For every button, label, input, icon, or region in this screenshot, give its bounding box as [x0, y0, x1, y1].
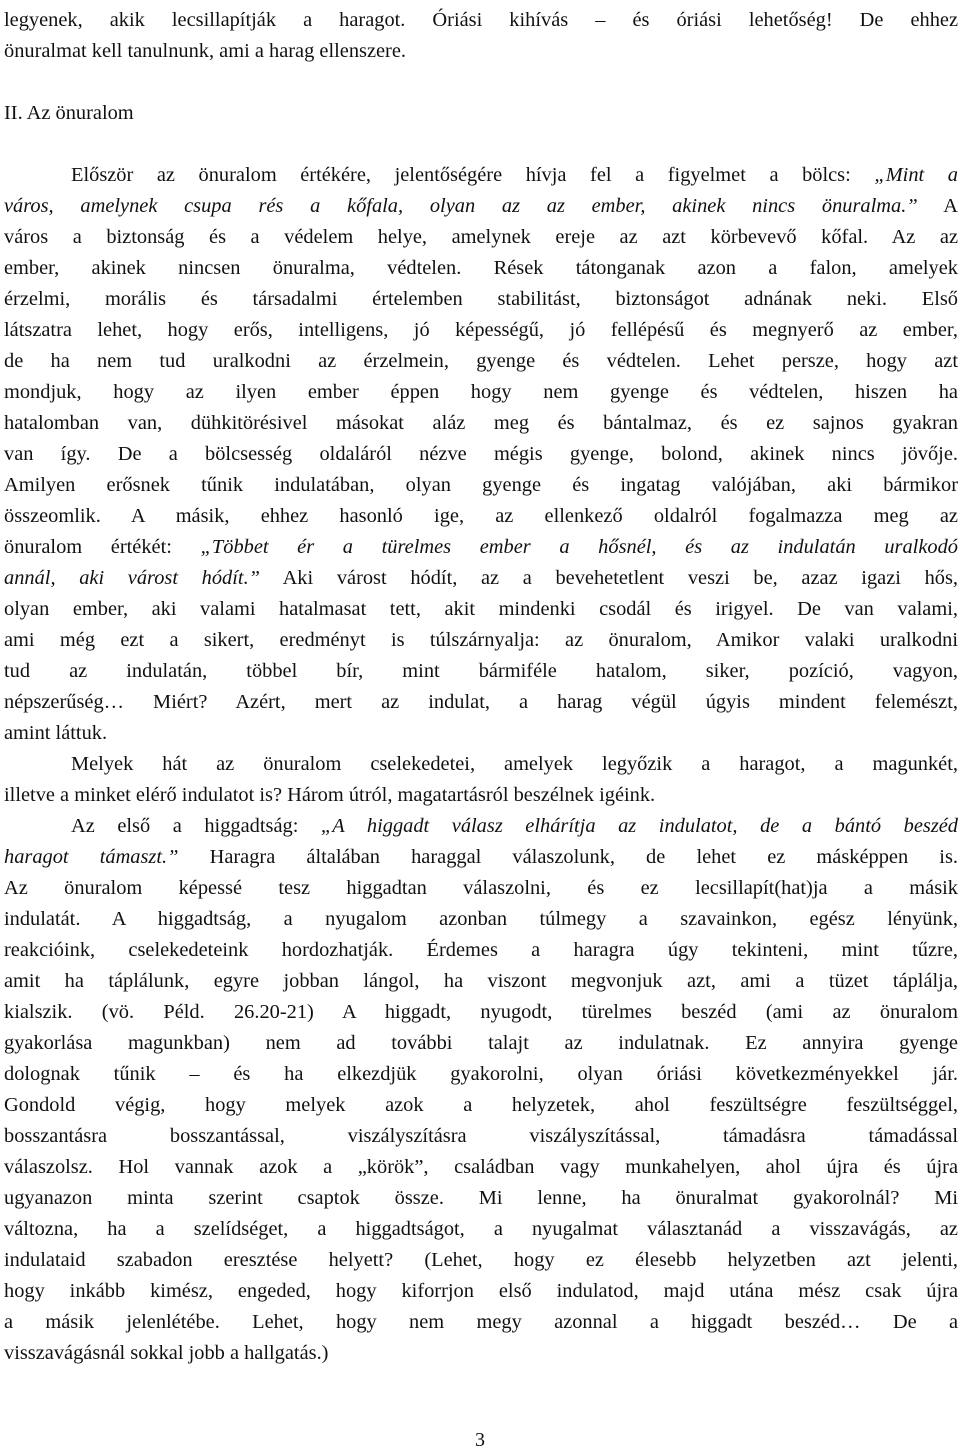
- quote-span: haragot támaszt.”: [4, 846, 179, 868]
- text-line: Gondold végig, hogy melyek azok a helyzetek, ahol feszültségre feszültséggel,: [4, 1094, 958, 1116]
- text-span: Először az önuralom értékére, jelentőségére hívja fel a figyelmet a bölcs:: [71, 164, 875, 186]
- text-line: reakcióink, cselekedeteink hordozhatják. Érdemes a haragra úgy tekinteni, mint tűzre,: [4, 939, 958, 961]
- quote-span: „A higgadt válasz elhárítja az indulatot, de a bántó beszéd: [320, 815, 959, 837]
- text-line: [4, 842, 958, 873]
- text-line: amit ha táplálunk, egyre jobban lángol, ha viszont megvonjuk azt, ami a tüzet táplálja,: [4, 970, 958, 992]
- text-line: van így. De a bölcsesség oldaláról nézve mégis gyenge, bolond, akinek nincs jövője.: [4, 443, 958, 465]
- text-span: Haragra általában haraggal válaszolunk, de lehet ez másképpen is.: [178, 846, 958, 868]
- text-line: hatalomban van, dühkitörésivel másokat aláz meg és bántalmaz, és ez sajnos gyakran: [4, 412, 958, 434]
- text-line: Melyek hát az önuralom cselekedetei, amelyek legyőzik a haragot, a magunkét,: [71, 753, 958, 775]
- quote-span: csupa rés a kőfala, olyan az az ember, akinek nincs önuralma.: [184, 195, 907, 217]
- text-line: változna, ha a szelídséget, a higgadtságot, a nyugalmat választanád a visszavágás, az: [4, 1218, 958, 1240]
- text-line: bosszantásra bosszantással, viszályszításra viszályszítással, támadásra támadással: [4, 1125, 958, 1147]
- text-span: A: [917, 195, 958, 217]
- text-line: [71, 811, 958, 842]
- text-line: népszerűség… Miért? Azért, mert az indulat, a harag végül úgyis mindent felemészt,: [4, 691, 958, 713]
- page-number: 3: [475, 1429, 485, 1451]
- text-line: tud az indulatán, többel bír, mint bármiféle hatalom, siker, pozíció, vagyon,: [4, 660, 958, 682]
- text-line: ugyanazon minta szerint csaptok össze. Mi lenne, ha önuralmat gyakorolnál? Mi: [4, 1187, 958, 1209]
- text-line: ember, akinek nincsen önuralma, védtelen. Rések tátonganak azon a falon, amelyek: [4, 257, 958, 279]
- quote-span: annál, aki várost hódít.”: [4, 567, 261, 589]
- text-line: visszavágásnál sokkal jobb a hallgatás.): [4, 1342, 329, 1364]
- text-span: Aki várost hódít, az a bevehetetlent veszi be, azaz igazi hős,: [260, 567, 958, 589]
- text-line: gyakorlása magunkban) nem ad további talajt az indulatnak. Ez annyira gyenge: [4, 1032, 958, 1054]
- quote-span: „Mint a: [874, 164, 958, 186]
- text-line: kialszik. (vö. Péld. 26.20-21) A higgadt, nyugodt, türelmes beszéd (ami az önuralom: [4, 1001, 958, 1023]
- text-line: mondjuk, hogy az ilyen ember éppen hogy nem gyenge és védtelen, hiszen ha: [4, 381, 958, 403]
- text-line: [4, 532, 958, 563]
- text-line: indulataid szabadon eresztése helyett? (Lehet, hogy ez élesebb helyzetben azt jelenti,: [4, 1249, 958, 1271]
- text-line: Az önuralom képessé tesz higgadtan válaszolni, és ez lecsillapít(hat)ja a másik: [4, 877, 958, 899]
- text-line: összeomlik. A másik, ehhez hasonló ige, az ellenkező oldalról fogalmazza meg az: [4, 505, 958, 527]
- text-line: illetve a minket elérő indulatot is? Három útról, magatartásról beszélnek igéink.: [4, 784, 656, 806]
- text-line: hogy inkább kimész, engeded, hogy kiforrjon első indulatod, majd utána mész csak újra: [4, 1280, 958, 1302]
- text-line: legyenek, akik lecsillapítják a haragot. Óriási kihívás – és óriási lehetőség! De ehhez: [4, 9, 958, 31]
- quote-span: „Többet ér a türelmes ember a hősnél, és az indulatán uralkodó: [200, 536, 958, 558]
- quote-span: ”: [906, 195, 918, 217]
- text-line: látszatra lehet, hogy erős, intelligens, jó képességű, jó fellépésű és megnyerő az ember,: [4, 319, 958, 341]
- quote-span: város, amelynek: [4, 195, 185, 217]
- text-line: amint láttuk.: [4, 722, 108, 744]
- text-line: önuralmat kell tanulnunk, ami a harag ellenszere.: [4, 40, 406, 62]
- text-line: érzelmi, morális és társadalmi értelemben stabilitást, biztonságot adnának neki. Első: [4, 288, 958, 310]
- text-line: Amilyen erősnek tűnik indulatában, olyan gyenge és ingatag valójában, aki bármikor: [4, 474, 958, 496]
- text-span: Az első a higgadtság:: [71, 815, 321, 837]
- text-line: olyan ember, aki valami hatalmasat tett, akit mindenki csodál és irigyel. De van valami,: [4, 598, 958, 620]
- text-line: város a biztonság és a védelem helye, amelynek ereje az azt körbevevő kőfal. Az az: [4, 226, 958, 248]
- text-line: indulatát. A higgadtság, a nyugalom azonban túlmegy a szavainkon, egész lényünk,: [4, 908, 958, 930]
- text-line: a másik jelenlétébe. Lehet, hogy nem megy azonnal a higgadt beszéd… De a: [4, 1311, 958, 1333]
- text-line: válaszolsz. Hol vannak azok a „körök”, családban vagy munkahelyen, ahol újra és újra: [4, 1156, 958, 1178]
- text-span: önuralom értékét:: [4, 536, 201, 558]
- text-line: [4, 563, 958, 594]
- text-line: [71, 160, 958, 191]
- text-line: ami még ezt a sikert, eredményt is túlszárnyalja: az önuralom, Amikor valaki uralkodni: [4, 629, 958, 651]
- text-line: [4, 191, 958, 222]
- section-heading: II. Az önuralom: [4, 102, 134, 124]
- text-line: dolognak tűnik – és ha elkezdjük gyakorolni, olyan óriási következményekkel jár.: [4, 1063, 958, 1085]
- text-line: de ha nem tud uralkodni az érzelmein, gyenge és védtelen. Lehet persze, hogy azt: [4, 350, 958, 372]
